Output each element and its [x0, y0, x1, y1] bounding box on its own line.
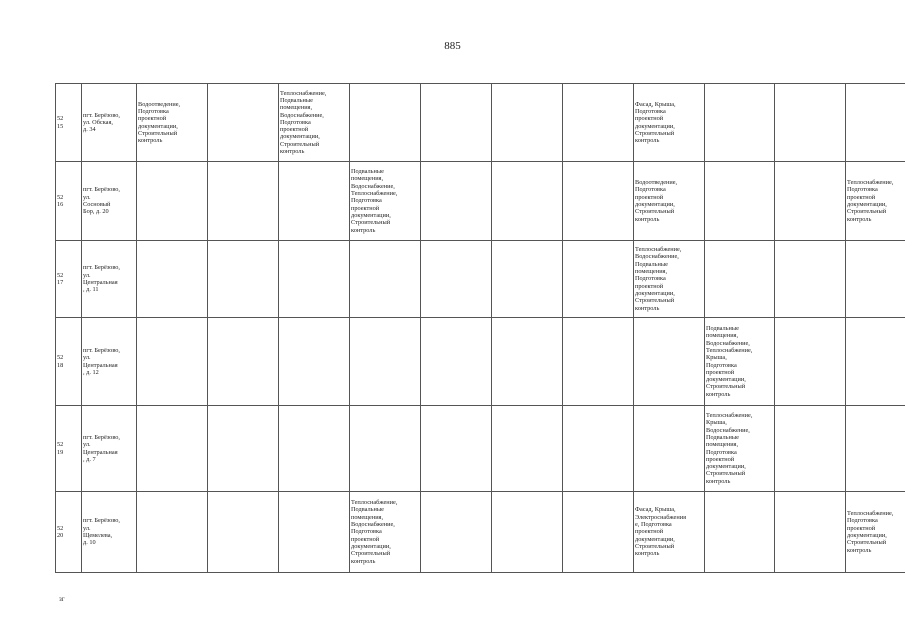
work-cell	[279, 492, 350, 573]
work-cell	[208, 241, 279, 318]
address-cell: пгт. Берёзово, ул. Сосновый Бор, д. 20	[82, 162, 137, 241]
work-cell	[563, 84, 634, 162]
address-cell: пгт. Берёзово, ул. Центральная , д. 7	[82, 406, 137, 492]
repair-schedule-table	[55, 83, 905, 573]
work-cell	[846, 241, 905, 318]
row-number-cell: 52 17	[56, 241, 82, 318]
row-number-cell: 52 15	[56, 84, 82, 162]
address-cell: пгт. Берёзово, ул. Центральная , д. 12	[82, 318, 137, 406]
work-cell: Водоотведение, Подготовка проектной документации, Строительный контроль	[634, 162, 705, 241]
work-cell	[634, 318, 705, 406]
work-cell: Теплоснабжение, Подготовка проектной документации, Строительный контроль	[846, 492, 905, 573]
work-cell	[846, 406, 905, 492]
work-cell	[350, 241, 421, 318]
table-body	[56, 84, 905, 573]
page-number: 885	[444, 40, 461, 52]
table-row	[56, 241, 905, 318]
row-number-cell: 52 20	[56, 492, 82, 573]
work-cell	[705, 241, 775, 318]
work-cell	[421, 241, 492, 318]
work-cell	[705, 84, 775, 162]
work-cell	[421, 162, 492, 241]
work-cell	[775, 318, 846, 406]
work-cell: Водоотведение, Подготовка проектной документации, Строительный контроль	[137, 84, 208, 162]
work-cell	[208, 406, 279, 492]
work-cell	[705, 162, 775, 241]
work-cell: Подвальные помещения, Водоснабжение, Теплоснабжение, Крыша, Подготовка проектной документации, Строительный контроль	[705, 318, 775, 406]
row-number-cell: 52 18	[56, 318, 82, 406]
work-cell: Фасад, Крыша, Подготовка проектной документации, Строительный контроль	[634, 84, 705, 162]
work-cell	[421, 318, 492, 406]
work-cell: Теплоснабжение, Крыша, Водоснабжение, Подвальные помещения, Подготовка проектной документации, Строительный контроль	[705, 406, 775, 492]
address-cell: пгт. Берёзово, ул. Щемелева, д. 10	[82, 492, 137, 573]
work-cell	[775, 492, 846, 573]
work-cell	[775, 84, 846, 162]
work-cell	[563, 406, 634, 492]
work-cell	[208, 318, 279, 406]
work-cell	[279, 318, 350, 406]
work-cell	[208, 492, 279, 573]
table-row	[56, 162, 905, 241]
work-cell	[137, 492, 208, 573]
work-cell	[350, 318, 421, 406]
work-cell: Фасад, Крыша, Электроснабжения е, Подготовка проектной документации, Строительный контроль	[634, 492, 705, 573]
row-number-cell: 52 16	[56, 162, 82, 241]
work-cell: Теплоснабжение, Подвальные помещения, Водоснабжение, Подготовка проектной документации, Строительный контроль	[350, 492, 421, 573]
work-cell	[846, 84, 905, 162]
work-cell	[279, 241, 350, 318]
row-number-cell: 52 19	[56, 406, 82, 492]
work-cell	[775, 241, 846, 318]
work-cell	[208, 84, 279, 162]
table-row	[56, 318, 905, 406]
work-cell	[846, 318, 905, 406]
work-cell	[492, 241, 563, 318]
work-cell	[563, 162, 634, 241]
work-cell	[492, 492, 563, 573]
work-cell	[563, 318, 634, 406]
work-cell	[492, 162, 563, 241]
work-cell	[208, 162, 279, 241]
work-cell	[634, 406, 705, 492]
address-cell: пгт. Берёзово, ул. Центральная , д. 11	[82, 241, 137, 318]
address-cell: пгт. Берёзово, ул. Обская, д. 34	[82, 84, 137, 162]
work-cell	[137, 241, 208, 318]
work-cell	[279, 162, 350, 241]
work-cell	[350, 406, 421, 492]
work-cell	[137, 162, 208, 241]
work-cell	[421, 492, 492, 573]
work-cell	[563, 492, 634, 573]
work-cell	[279, 406, 350, 492]
work-cell	[492, 406, 563, 492]
footer-mark: зг	[59, 595, 65, 603]
table-row	[56, 84, 905, 162]
work-cell	[492, 318, 563, 406]
work-cell	[421, 406, 492, 492]
work-cell	[137, 406, 208, 492]
table-row	[56, 406, 905, 492]
work-cell: Теплоснабжение, Водоснабжение, Подвальные помещения, Подготовка проектной документации, Строительный контроль	[634, 241, 705, 318]
work-cell	[775, 162, 846, 241]
work-cell	[421, 84, 492, 162]
work-cell: Теплоснабжение, Подготовка проектной документации, Строительный контроль	[846, 162, 905, 241]
work-cell	[350, 84, 421, 162]
table-row	[56, 492, 905, 573]
work-cell	[705, 492, 775, 573]
work-cell: Теплоснабжение, Подвальные помещения, Водоснабжение, Подготовка проектной документации, Строительный контроль	[279, 84, 350, 162]
work-cell	[137, 318, 208, 406]
work-cell	[492, 84, 563, 162]
work-cell	[775, 406, 846, 492]
work-cell	[563, 241, 634, 318]
work-cell: Подвальные помещения, Водоснабжение, Теплоснабжение, Подготовка проектной документации, Строительный контроль	[350, 162, 421, 241]
